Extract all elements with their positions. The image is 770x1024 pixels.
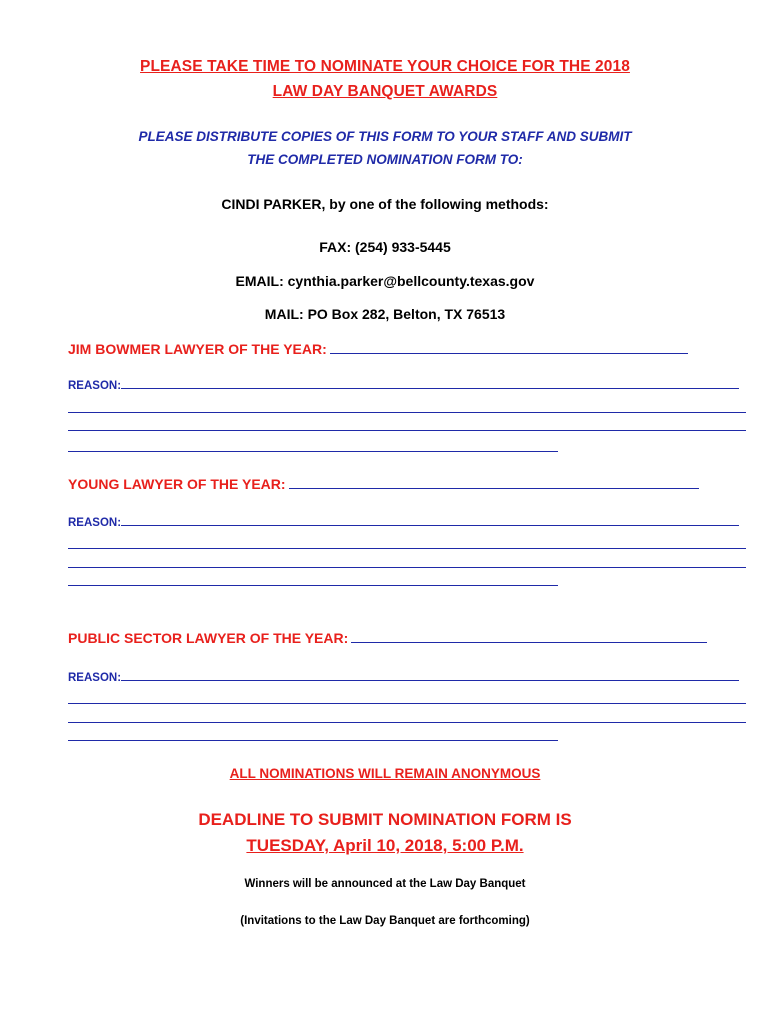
instructions-line-2: THE COMPLETED NOMINATION FORM TO:: [247, 152, 523, 167]
reason-field-line-4[interactable]: [68, 585, 558, 586]
reason-field-line-2[interactable]: [68, 703, 746, 704]
reason-field-line-2[interactable]: [68, 412, 746, 413]
nomination-jim-bowmer: [68, 341, 688, 357]
deadline-heading: DEADLINE TO SUBMIT NOMINATION FORM IS: [198, 810, 572, 829]
email-line: EMAIL: cynthia.parker@bellcounty.texas.gov: [235, 273, 535, 289]
nomination-label: PUBLIC SECTOR LAWYER OF THE YEAR:: [68, 630, 349, 646]
nomination-young-lawyer: [68, 476, 699, 492]
reason-field-line-1[interactable]: [121, 378, 739, 389]
instructions-line-1: PLEASE DISTRIBUTE COPIES OF THIS FORM TO YOUR STAFF AND SUBMIT: [138, 129, 632, 144]
mail-line: MAIL: PO Box 282, Belton, TX 76513: [264, 306, 506, 322]
nomination-label: JIM BOWMER LAWYER OF THE YEAR:: [68, 341, 327, 357]
form-title-line-1: PLEASE TAKE TIME TO NOMINATE YOUR CHOICE FOR THE 2018: [140, 58, 630, 75]
reason-field-line-4[interactable]: [68, 740, 558, 741]
nominee-name-field[interactable]: [289, 476, 699, 489]
reason-label: REASON:: [68, 517, 122, 529]
form-title-line-2: LAW DAY BANQUET AWARDS: [272, 83, 498, 100]
reason-label: REASON:: [68, 380, 122, 392]
reason-field-line-2[interactable]: [68, 548, 746, 549]
nominee-name-field[interactable]: [351, 630, 707, 643]
reason-field-line-3[interactable]: [68, 567, 746, 568]
fax-line: FAX: (254) 933-5445: [319, 239, 451, 255]
nomination-public-sector: [68, 630, 707, 646]
reason-row: [68, 670, 739, 684]
reason-row: [68, 515, 739, 529]
anonymous-notice: ALL NOMINATIONS WILL REMAIN ANONYMOUS: [229, 766, 541, 781]
reason-field-line-3[interactable]: [68, 722, 746, 723]
invitations-note: (Invitations to the Law Day Banquet are forthcoming): [240, 915, 530, 927]
nomination-label: YOUNG LAWYER OF THE YEAR:: [68, 476, 286, 492]
reason-row: [68, 378, 739, 392]
deadline-date: TUESDAY, April 10, 2018, 5:00 P.M.: [246, 836, 524, 855]
reason-field-line-3[interactable]: [68, 430, 746, 431]
winners-note: Winners will be announced at the Law Day Banquet: [244, 878, 526, 890]
nominee-name-field[interactable]: [330, 341, 688, 354]
reason-field-line-1[interactable]: [121, 515, 739, 526]
reason-field-line-1[interactable]: [121, 670, 739, 681]
reason-field-line-4[interactable]: [68, 451, 558, 452]
reason-label: REASON:: [68, 672, 122, 684]
recipient-line: CINDI PARKER, by one of the following methods:: [221, 196, 549, 212]
